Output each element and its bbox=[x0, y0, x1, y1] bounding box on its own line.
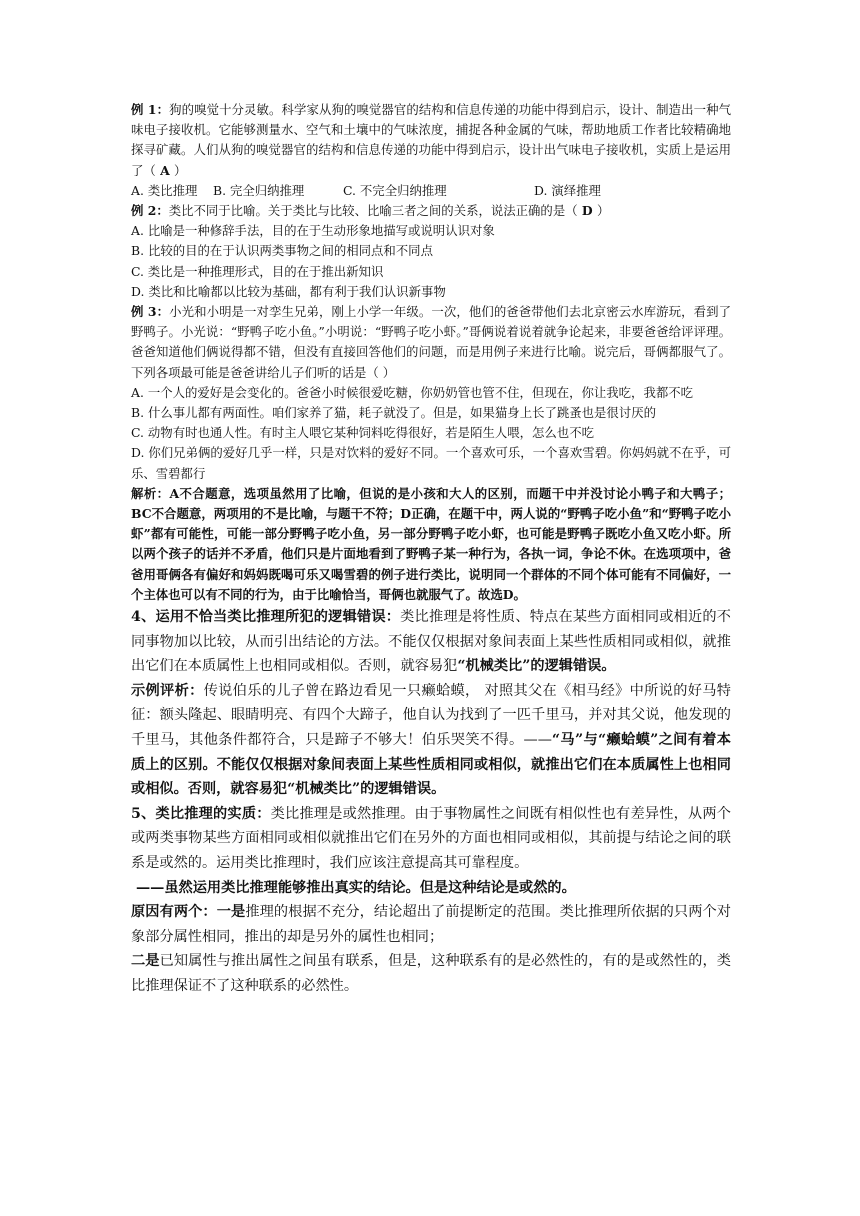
section-5-reason-two bbox=[131, 949, 731, 998]
example-analysis-text: 传说伯乐的儿子曾在路边看见一只癞蛤蟆， 对照其父在《相马经》中所说的好马特征：额头隆起、眼睛明亮、有四个大蹄子，他自认为找到了一匹千里马，并对其父说，他发现的千里马，其他条件都符合，只是蹄子不够大！伯乐哭笑不得。—— bbox=[131, 682, 731, 749]
section-4-bold-end: “机械类比”的逻辑错误。 bbox=[457, 658, 616, 675]
example-2-label: 例 2： bbox=[131, 203, 169, 219]
example-1-options bbox=[131, 181, 731, 201]
example-3-option-a: A. 一个人的爱好是会变化的。爸爸小时候很爱吃糖，你奶奶管也管不住，但现在，你让我吃，我都不吃 bbox=[131, 384, 694, 400]
section-4 bbox=[131, 605, 731, 679]
example-3-option-c: C. 动物有时也通人性。有时主人喂它某种饲料吃得很好，若是陌生人喂，怎么也不吃 bbox=[131, 425, 594, 441]
section-5-text: 类比推理是或然推理。由于事物属性之间既有相似性也有差异性，从两个或两类事物某些方面相同或相似就推出它们在另外的方面也相同或相似，其前提与结论之间的联系是或然的。运用类比推理时，我们应该注意提高其可靠程度。 bbox=[131, 805, 731, 872]
section-5-heading: 5、类比推理的实质： bbox=[131, 805, 271, 822]
example-2-answer: D bbox=[577, 203, 597, 219]
reason-one-label: 一是 bbox=[216, 904, 246, 921]
example-3-text: 小光和小明是一对孪生兄弟，刚上小学一年级。一次，他们的爸爸带他们去北京密云水库游玩，看到了野鸭子。小光说：“野鸭子吃小鱼。”小明说：“野鸭子吃小虾。”哥俩说着说着就争论起来，非要爸爸给评评理。爸爸知道他们俩说得都不错，但没有直接回答他们的问题，而是用例子来进行比喻。说完后，哥俩都服气了。下列各项最可能是爸爸讲给儿子们听的话是（ ） bbox=[131, 304, 731, 380]
example-3-option-d: D. 你们兄弟俩的爱好几乎一样，只是对饮料的爱好不同。一个喜欢可乐，一个喜欢雪碧。你妈妈就不在乎，可乐、雪碧都行 bbox=[131, 445, 731, 481]
example-3-option-b: B. 什么事儿都有两面性。咱们家养了猫，耗子就没了。但是，如果猫身上长了跳蚤也是很讨厌的 bbox=[131, 405, 656, 421]
example-analysis-bold-end: “马”与“癞蛤蟆”之间有着本质上的区别。不能仅仅根据对象间表面上某些性质相同或相似，就推出它们在本质属性上也相同或相似。否则，就容易犯“机械类比”的逻辑错误。 bbox=[131, 732, 731, 798]
section-5-dash-line: ——虽然运用类比推理能够推出真实的结论。但是这种结论是或然的。 bbox=[131, 879, 576, 896]
reasons-label: 原因有两个： bbox=[131, 904, 217, 921]
example-3-label: 例 3： bbox=[131, 304, 170, 320]
section-4-heading: 4、运用不恰当类比推理所犯的逻辑错误： bbox=[131, 609, 401, 626]
example-3 bbox=[131, 302, 731, 383]
example-1 bbox=[131, 100, 731, 181]
example-1-answer: A bbox=[155, 162, 175, 178]
example-2-text: 类比不同于比喻。关于类比与比较、比喻三者之间的关系，说法正确的是（ bbox=[168, 203, 578, 219]
reason-one-text: 推理的根据不充分，结论超出了前提断定的范围。类比推理所依据的只两个对象部分属性相同，推出的却是另外的属性也相同； bbox=[131, 904, 731, 945]
section-5 bbox=[131, 802, 731, 876]
option-a: A. 类比推理 bbox=[131, 182, 198, 198]
reason-two-label: 二是 bbox=[131, 953, 160, 970]
example-1-close: ） bbox=[174, 162, 187, 178]
example-2-close: ） bbox=[596, 203, 610, 219]
section-5-reason-one bbox=[131, 900, 731, 949]
example-1-label: 例 1： bbox=[131, 102, 170, 117]
example-2-option-d: D. 类比和比喻都以比较为基础，都有利于我们认识新事物 bbox=[131, 283, 446, 299]
option-d: D. 演绎推理 bbox=[534, 182, 601, 198]
example-analysis-heading: 示例评析： bbox=[131, 682, 204, 699]
example-2 bbox=[131, 201, 731, 221]
example-2-option-b: B. 比较的目的在于认识两类事物之间的相同点和不同点 bbox=[131, 243, 433, 259]
example-1-text: 狗的嗅觉十分灵敏。科学家从狗的嗅觉器官的结构和信息传递的功能中得到启示，设计、制造出一种气味电子接收机。它能够测量水、空气和土壤中的气味浓度，捕捉各种金属的气味，帮助地质工作者比较精确地探寻矿藏。人们从狗的嗅觉器官的结构和信息传递的功能中得到启示，设计出气味电子接收机，实质上是运用了（ bbox=[131, 102, 731, 178]
example-analysis bbox=[131, 679, 731, 802]
reason-two-text: 已知属性与推出属性之间虽有联系，但是，这种联系有的是必然性的，有的是或然性的，类比推理保证不了这种联系的必然性。 bbox=[131, 953, 731, 994]
option-b: B. 完全归纳推理 bbox=[213, 182, 305, 198]
option-c: C. 不完全归纳推理 bbox=[343, 182, 447, 198]
example-2-option-c: C. 类比是一种推理形式，目的在于推出新知识 bbox=[131, 263, 384, 279]
example-3-analysis: 解析：A不合题意，选项虽然用了比喻，但说的是小孩和大人的区别，而题干中并没讨论小鸭子和大鸭子；BC不合题意，两项用的不是比喻，与题干不符；D正确，在题干中，两人说的“野鸭子吃小鱼”和“野鸭子吃小虾”都有可能性，可能一部分野鸭子吃小鱼，另一部分野鸭子吃小虾，也可能是野鸭子既吃小鱼又吃小虾。所以两个孩子的话并不矛盾，他们只是片面地看到了野鸭子某一种行为，各执一词，争论不休。在选项项中，爸爸用哥俩各有偏好和妈妈既喝可乐又喝雪碧的例子进行类比，说明同一个群体的不同个体可能有不同偏好，一个主体也可以有不同的行为，由于比喻恰当，哥俩也就服气了。故选D。 bbox=[131, 485, 731, 602]
example-2-option-a: A. 比喻是一种修辞手法，目的在于生动形象地描写或说明认识对象 bbox=[131, 223, 495, 239]
document-page bbox=[131, 100, 731, 999]
section-4-text: 类比推理是将性质、特点在某些方面相同或相近的不同事物加以比较，从而引出结论的方法。不能仅仅根据对象间表面上某些性质相同或相似，就推出它们在本质属性上也相同或相似。否则，就容易犯 bbox=[131, 609, 731, 675]
